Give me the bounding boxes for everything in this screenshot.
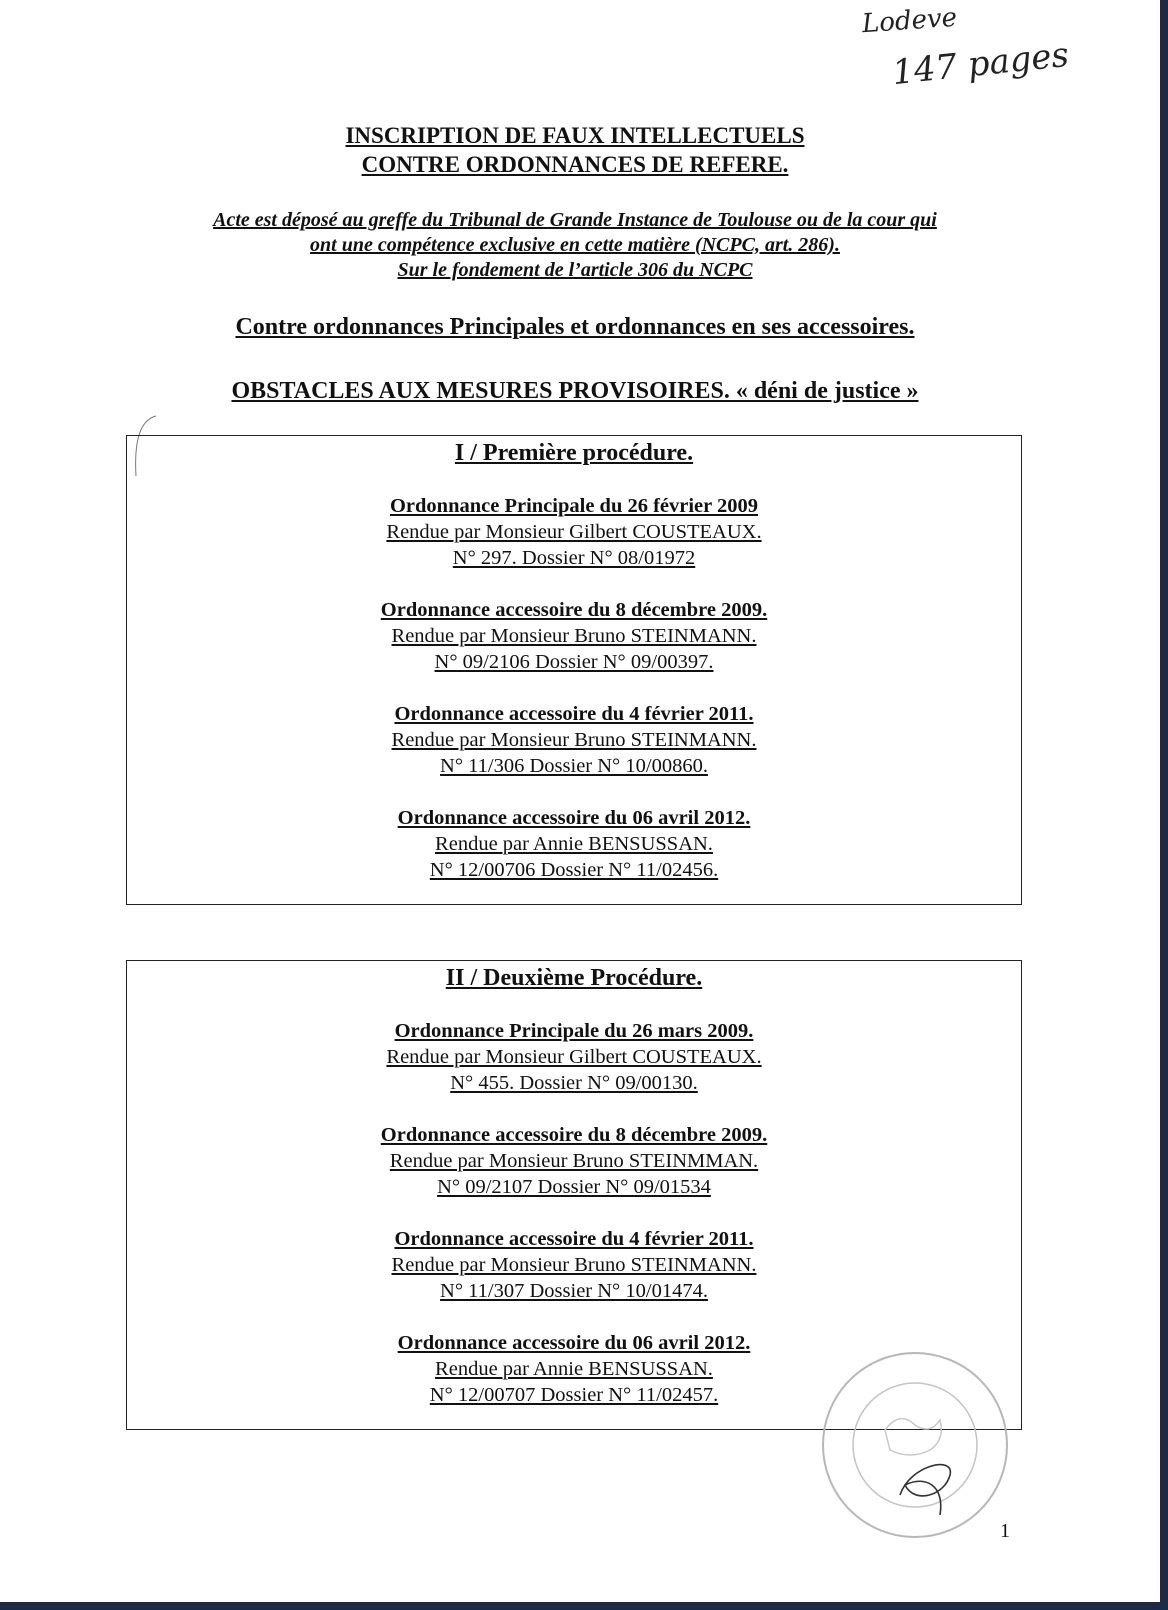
ordonnance-reference: N° 455. Dossier N° 09/00130. bbox=[450, 1072, 698, 1094]
ordonnance-judge: Rendue par Monsieur Gilbert COUSTEAUX. bbox=[386, 521, 762, 543]
ordonnance-heading: Ordonnance Principale du 26 mars 2009. bbox=[394, 1020, 754, 1042]
ordonnance-heading: Ordonnance accessoire du 4 février 2011. bbox=[394, 1228, 754, 1250]
ordonnance-heading: Ordonnance accessoire du 8 décembre 2009. bbox=[380, 599, 768, 621]
legal-line-1: Acte est déposé au greffe du Tribunal de Grande Instance de Toulouse ou de la cour qui bbox=[213, 209, 937, 231]
title-line-2: CONTRE ORDONNANCES DE REFERE. bbox=[361, 152, 789, 177]
ordonnance-entry bbox=[127, 805, 1021, 883]
ordonnance-entry bbox=[127, 493, 1021, 571]
page-number: 1 bbox=[1000, 1520, 1010, 1542]
ordonnance-entry bbox=[127, 701, 1021, 779]
procedure-title: II / Deuxième Procédure. bbox=[445, 965, 703, 991]
ordonnance-judge: Rendue par Monsieur Bruno STEINMMAN. bbox=[389, 1150, 759, 1172]
ordonnance-judge: Rendue par Monsieur Bruno STEINMANN. bbox=[391, 729, 757, 751]
ordonnance-judge: Rendue par Monsieur Bruno STEINMANN. bbox=[391, 625, 757, 647]
ordonnance-reference: N° 12/00707 Dossier N° 11/02457. bbox=[429, 1384, 719, 1406]
handwritten-note-line2: 147 pages bbox=[890, 34, 1071, 94]
ordonnance-reference: N° 11/306 Dossier N° 10/00860. bbox=[440, 755, 708, 777]
court-stamp bbox=[815, 1345, 1015, 1545]
handwritten-note-line1: Lodeve bbox=[861, 2, 958, 40]
document-title bbox=[0, 121, 1150, 179]
title-line-1: INSCRIPTION DE FAUX INTELLECTUELS bbox=[345, 123, 805, 148]
ordonnance-heading: Ordonnance accessoire du 4 février 2011. bbox=[394, 703, 754, 725]
ordonnance-heading: Ordonnance accessoire du 8 décembre 2009. bbox=[380, 1124, 768, 1146]
ordonnance-reference: N° 12/00706 Dossier N° 11/02456. bbox=[429, 859, 719, 881]
obstacles-heading: OBSTACLES AUX MESURES PROVISOIRES. « déni de justice » bbox=[231, 378, 919, 404]
legal-basis bbox=[0, 208, 1150, 283]
ordonnance-judge: Rendue par Annie BENSUSSAN. bbox=[435, 833, 713, 855]
ordonnance-reference: N° 09/2107 Dossier N° 09/01534 bbox=[437, 1176, 711, 1198]
ordonnance-entry bbox=[127, 1122, 1021, 1200]
ordonnance-heading: Ordonnance accessoire du 06 avril 2012. bbox=[397, 1332, 751, 1354]
legal-line-2: ont une compétence exclusive en cette matière (NCPC, art. 286). bbox=[310, 234, 840, 256]
ordonnance-reference: N° 09/2106 Dossier N° 09/00397. bbox=[434, 651, 714, 673]
ordonnance-judge: Rendue par Monsieur Gilbert COUSTEAUX. bbox=[386, 1046, 762, 1068]
ordonnance-judge: Rendue par Annie BENSUSSAN. bbox=[435, 1358, 713, 1380]
subtitle: Contre ordonnances Principales et ordonnances en ses accessoires. bbox=[235, 314, 915, 340]
ordonnance-heading: Ordonnance accessoire du 06 avril 2012. bbox=[397, 807, 751, 829]
ordonnance-judge: Rendue par Monsieur Bruno STEINMANN. bbox=[391, 1254, 757, 1276]
procedure-box-1 bbox=[126, 435, 1022, 905]
ordonnance-heading: Ordonnance Principale du 26 février 2009 bbox=[389, 495, 759, 517]
ordonnance-entry bbox=[127, 1018, 1021, 1096]
procedure-title: I / Première procédure. bbox=[454, 440, 694, 466]
ordonnance-reference: N° 297. Dossier N° 08/01972 bbox=[452, 547, 696, 569]
ordonnance-reference: N° 11/307 Dossier N° 10/01474. bbox=[440, 1280, 708, 1302]
ordonnance-entry bbox=[127, 1226, 1021, 1304]
ordonnance-entry bbox=[127, 597, 1021, 675]
legal-line-3: Sur le fondement de l’article 306 du NCPC bbox=[397, 259, 753, 281]
